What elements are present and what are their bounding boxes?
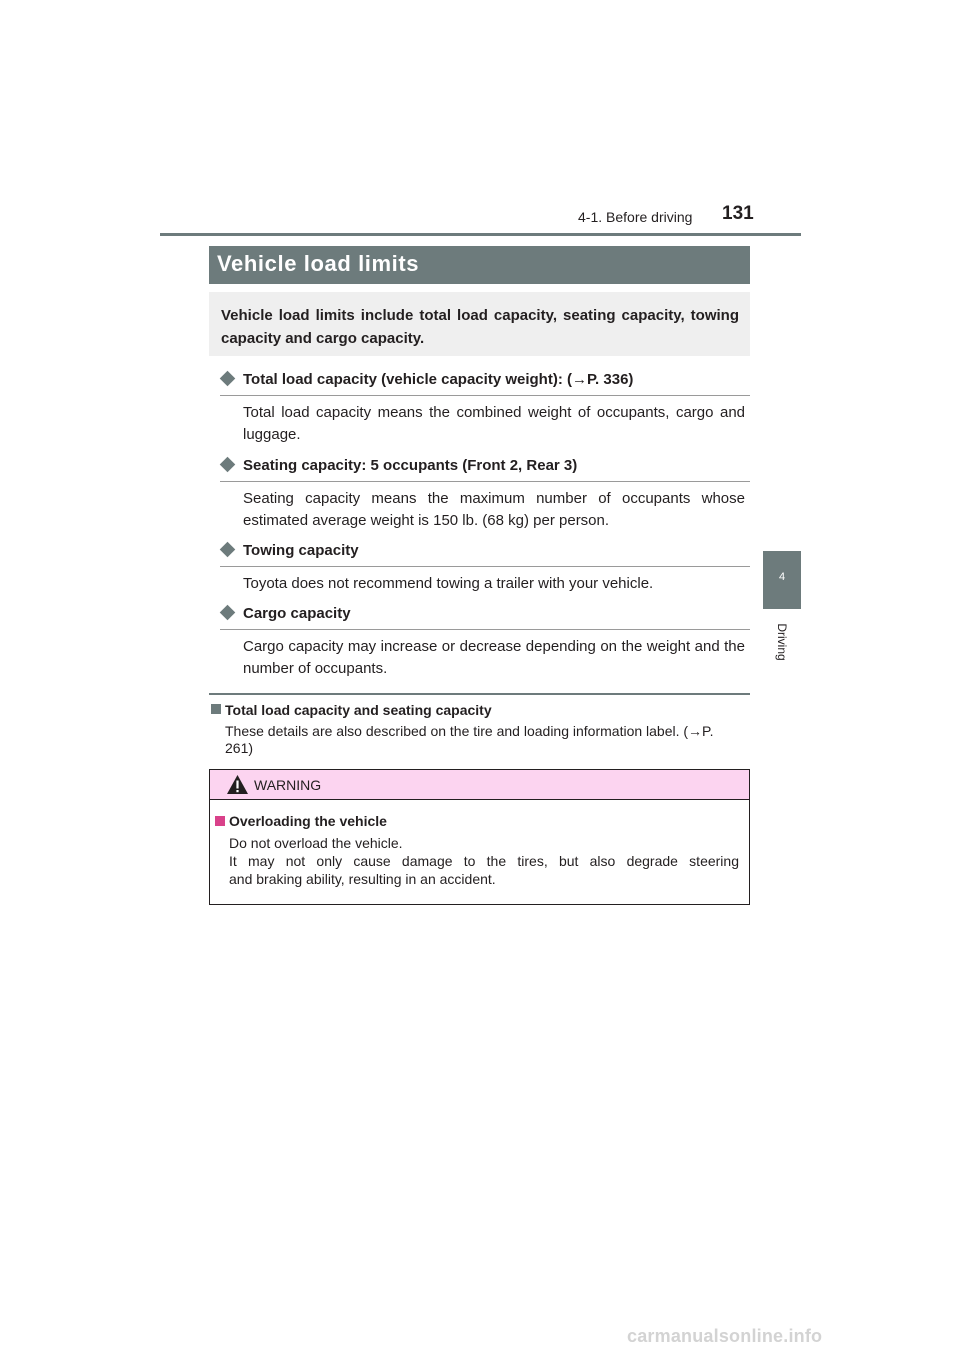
note-body: These details are also described on the tire and loading information label. (→P. 261) <box>225 723 714 756</box>
diamond-bullet-icon <box>220 605 236 621</box>
warning-line: It may not only cause damage to the tires, but also degrade steering <box>229 853 739 869</box>
section-heading-cargo <box>220 603 750 630</box>
square-bullet-icon <box>215 816 225 826</box>
chapter-label: Driving <box>775 623 789 661</box>
warning-label: WARNING <box>254 777 322 793</box>
section-heading-towing <box>220 540 750 567</box>
chapter-tab: 4 <box>763 551 801 609</box>
section-body: Toyota does not recommend towing a trailer with your vehicle. <box>243 575 654 592</box>
page-number: 131 <box>722 203 754 224</box>
warning-box <box>209 769 750 905</box>
section-title: Towing capacity <box>243 542 359 559</box>
section-title: Cargo capacity <box>243 605 351 622</box>
square-bullet-icon <box>211 704 221 714</box>
section-heading-seating <box>220 455 750 482</box>
warning-triangle-icon <box>226 774 249 795</box>
header-rule <box>160 233 801 236</box>
warning-line: Do not overload the vehicle. <box>229 835 403 851</box>
intro-box <box>209 292 750 356</box>
section-heading-total-load <box>220 369 750 396</box>
section-title: Total load capacity (vehicle capacity weight): (→P. 336) <box>243 371 634 388</box>
intro-text: Vehicle load limits include total load capacity, seating capacity, towing capacity and cargo capacity. <box>221 307 739 347</box>
section-body: Total load capacity means the combined weight of occupants, cargo and luggage. <box>243 404 745 443</box>
footer-watermark: carmanualsonline.info <box>627 1326 823 1346</box>
title-bar <box>209 246 750 284</box>
section-body: Seating capacity means the maximum number of occupants whose estimated average weight is 150 lb. (68 kg) per person. <box>243 490 745 529</box>
section-body: Cargo capacity may increase or decrease depending on the weight and the number of occupants. <box>243 638 745 677</box>
warning-item-title: Overloading the vehicle <box>229 813 387 829</box>
note-divider <box>209 693 750 695</box>
warning-line: and braking ability, resulting in an accident. <box>229 871 496 887</box>
diamond-bullet-icon <box>220 371 236 387</box>
diamond-bullet-icon <box>220 457 236 473</box>
warning-header <box>210 770 749 800</box>
diamond-bullet-icon <box>220 542 236 558</box>
note-title: Total load capacity and seating capacity <box>225 702 492 718</box>
page-title: Vehicle load limits <box>217 251 420 276</box>
section-title: Seating capacity: 5 occupants (Front 2, Rear 3) <box>243 457 578 474</box>
section-label: 4-1. Before driving <box>578 209 693 225</box>
